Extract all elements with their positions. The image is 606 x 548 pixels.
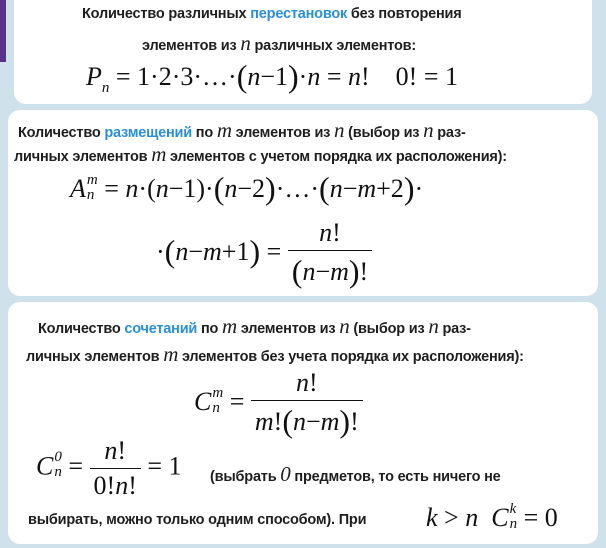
combinations-zero-formula: C 0 n = $\frac{n!}{0!n!}$ = 1 [36,436,182,500]
arrangements-formula-line2: ·(n−m+1) = $\frac{n!}{(n-m)!}$ [156,218,372,290]
left-accent-bar [0,0,6,62]
combinations-zero-note: (выбрать 0 предметов, то есть ничего не [210,462,501,486]
arrangements-term: размещений [104,125,192,141]
combinations-title: Количество сочетаний по m элементов из n (выбор из n раз- [38,314,471,338]
arrangements-card [8,110,598,296]
combinations-zero-note-line2: выбирать, можно только одним способом). При [28,512,367,528]
permutations-title: Количество различных перестановок без повторения [82,6,462,22]
combinations-k-formula: k > n C k n = 0 [426,501,558,532]
permutations-card [14,0,592,104]
arrangements-title: Количество размещений по m элементов из n (выбор из n раз- [18,118,466,142]
permutations-term: перестановок [250,6,348,22]
combinations-formula: C m n = $\frac{n!}{m!(n-m)!}$ [194,368,363,440]
arrangements-subtitle: личных элементов m элементов с учетом порядка их расположения): [14,142,507,166]
arrangements-formula-line1: A m n = n·(n−1)·(n−2)·…·(n−m+2)· [70,170,424,206]
permutations-subtitle: элементов из n различных элементов: [142,31,416,55]
permutations-formula: $P_n$ = 1·2·3·…·(n−1)·n = n! 0! = 1 [86,58,458,96]
combinations-term: сочетаний [124,321,198,337]
combinations-subtitle: личных элементов m элементов без учета порядка их расположения): [26,342,524,366]
combinations-card [8,302,598,544]
